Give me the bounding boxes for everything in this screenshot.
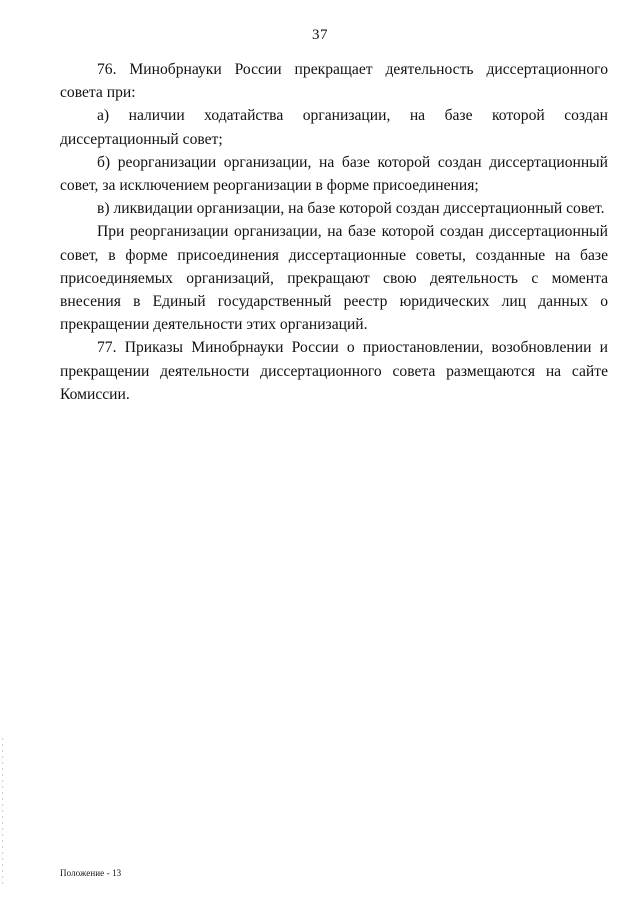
document-body <box>60 58 608 406</box>
page-number: 37 <box>312 27 328 43</box>
paragraph-reorganization: При реорганизации организации, на базе которой создан диссертационный совет, в форме присоединения диссертационные советы, созданные на базе присоединяемых организаций, прекращают свою деятельность с момента внесения в Единый государственный реестр юридических лиц данных о прекращении деятельности этих организаций. <box>60 223 608 334</box>
page-footer: Положение - 13 <box>60 868 122 878</box>
paragraph-76: 76. Минобрнауки России прекращает деятельность диссертационного совета при: <box>60 61 608 102</box>
paragraph-76c: в) ликвидации организации, на базе которой создан диссертационный совет. <box>97 200 605 218</box>
paragraph-76a: а) наличии ходатайства организации, на базе которой создан диссертационный совет; <box>60 107 608 148</box>
scan-edge-marks <box>2 738 3 888</box>
paragraph-76b: б) реорганизации организации, на базе которой создан диссертационный совет, за исключением реорганизации в форме присоединения; <box>60 153 608 195</box>
paragraph-77: 77. Приказы Минобрнауки России о приостановлении, возобновлении и прекращении деятельности диссертационного совета размещаются на сайте Комиссии. <box>60 339 608 403</box>
